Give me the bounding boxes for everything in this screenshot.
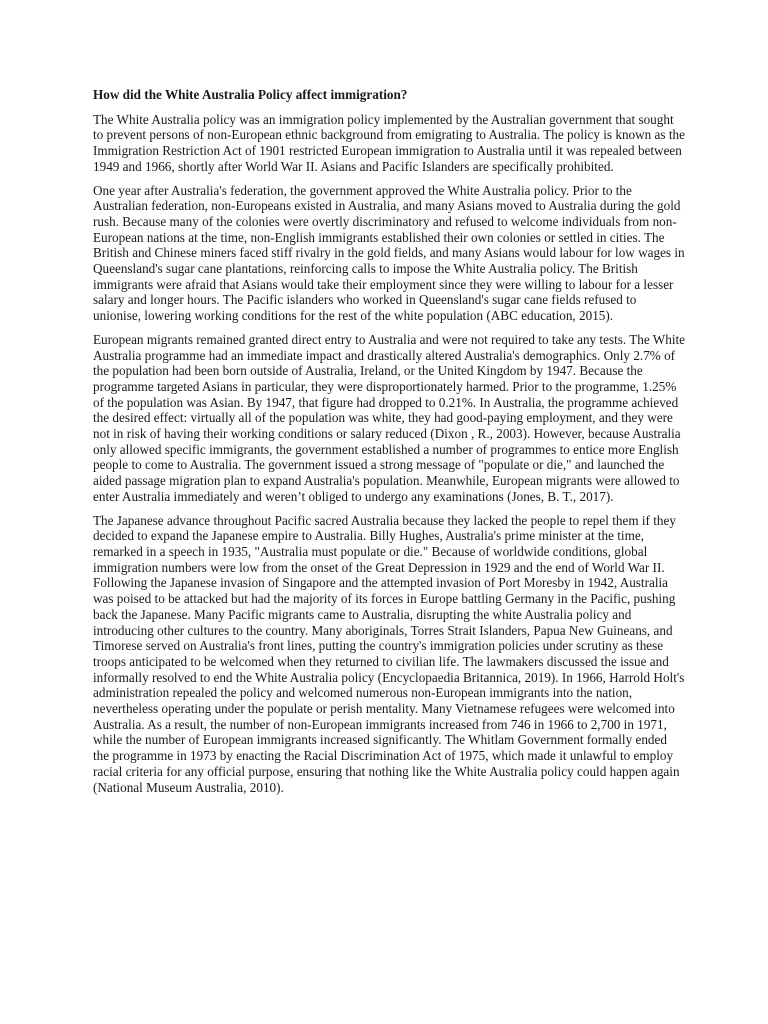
paragraph-1: The White Australia policy was an immigration policy implemented by the Australian government that sought to prevent persons of non-European ethnic background from emigrating to Australia. The policy is known as the Immigration Restriction Act of 1901 restricted European immigration to Australia until it was repealed between 1949 and 1966, shortly after World War II. Asians and Pacific Islanders are specifically prohibited.: [93, 111, 685, 174]
document-page: [93, 87, 685, 803]
paragraph-2: One year after Australia's federation, the government approved the White Australia policy. Prior to the Australian federation, non-Europeans existed in Australia, and many Asians moved to Australia during the gold rush. Because many of the colonies were overtly discriminatory and refused to welcome individuals from non-European nations at the time, non-English immigrants established their own colonies or settled in cities. The British and Chinese miners faced stiff rivalry in the gold fields, and many Asians would labour for low wages in Queensland's sugar cane plantations, reinforcing calls to impose the White Australia policy. The British immigrants were afraid that Asians would take their employment since they were willing to labour for a lesser salary and longer hours. The Pacific islanders who worked in Queensland's sugar cane fields refused to unionise, lowering working conditions for the rest of the white population (ABC education, 2015).: [93, 182, 685, 324]
document-title: How did the White Australia Policy affect immigration?: [93, 87, 408, 102]
paragraph-3: European migrants remained granted direct entry to Australia and were not required to take any tests. The White Australia programme had an immediate impact and drastically altered Australia's demographics. Only 2.7% of the population had been born outside of Australia, Ireland, or the United Kingdom by 1947. Because the programme targeted Asians in particular, they were disproportionately harmed. Prior to the programme, 1.25% of the population was Asian. By 1947, that figure had dropped to 0.21%. In Australia, the programme achieved the desired effect: virtually all of the population was white, they had good-paying employment, and they were not in risk of having their working conditions or salary reduced (Dixon , R., 2003). However, because Australia only allowed specific immigrants, the government established a number of programmes to entice more English people to come to Australia. The government issued a strong message of "populate or die," and launched the aided passage migration plan to expand Australia's population. Meanwhile, European migrants were allowed to enter Australia immediately and weren’t obliged to undergo any examinations (Jones, B. T., 2017).: [93, 331, 686, 504]
paragraph-4: The Japanese advance throughout Pacific sacred Australia because they lacked the people to repel them if they decided to expand the Japanese empire to Australia. Billy Hughes, Australia's prime minister at the time, remarked in a speech in 1935, "Australia must populate or die." Because of worldwide conditions, global immigration numbers were low from the onset of the Great Depression in 1929 and the end of World War II. Following the Japanese invasion of Singapore and the attempted invasion of Port Moresby in 1942, Australia was poised to be attacked but had the majority of its forces in Europe battling Germany in the Pacific, pushing back the Japanese. Many Pacific migrants came to Australia, disrupting the white Australia policy and introducing other cultures to the country. Many aboriginals, Torres Strait Islanders, Papua New Guineans, and Timorese served on Australia's front lines, putting the country's immigration policies under scrutiny as these troops anticipated to be welcomed when they returned to civilian life. The lawmakers discussed the issue and informally resolved to end the White Australia policy (Encyclopaedia Britannica, 2019). In 1966, Harrold Holt's administration repealed the policy and welcomed numerous non-European immigrants into the nation, nevertheless operating under the populate or perish mentality. Many Vietnamese refugees were welcomed into Australia. As a result, the number of non-European immigrants increased from 746 in 1966 to 2,700 in 1971, while the number of European immigrants increased significantly. The Whitlam Government formally ended the programme in 1973 by enacting the Racial Discrimination Act of 1975, which made it unlawful to employ racial criteria for any official purpose, ensuring that nothing like the White Australia policy could happen again (National Museum Australia, 2010).: [93, 512, 685, 795]
